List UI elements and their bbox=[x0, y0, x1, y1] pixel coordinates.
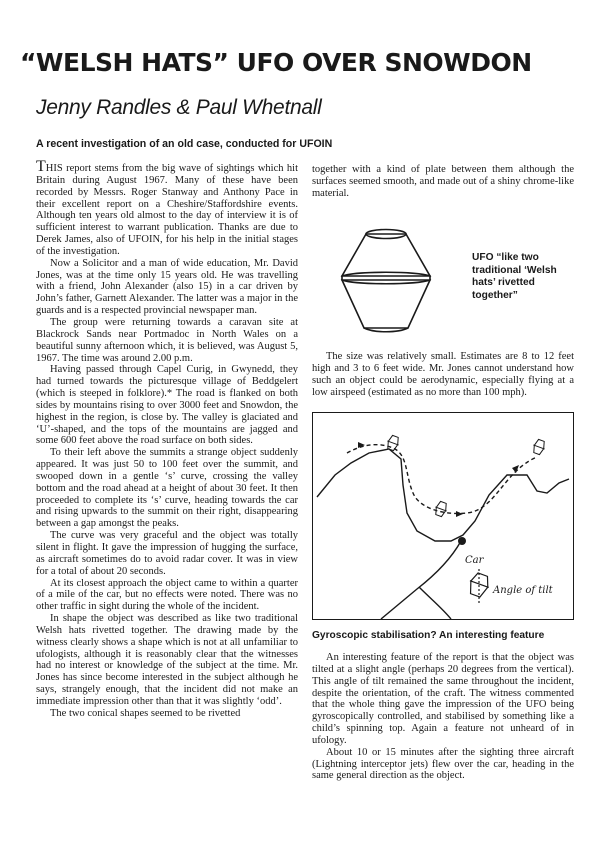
paragraph-9: The two conical shapes seemed to be rivetted bbox=[50, 707, 241, 719]
car-dot bbox=[458, 537, 466, 545]
map-car-label: Car bbox=[465, 555, 484, 566]
article-title: “WELSH HATS” UFO OVER SNOWDON bbox=[20, 48, 532, 77]
article-authors: Jenny Randles & Paul Whetnall bbox=[36, 96, 322, 119]
ufo-caption: UFO “like two traditional ‘Welsh hats’ rivetted together” bbox=[472, 252, 557, 301]
paragraph-7: At its closest approach the object came to within a quarter of a mile of the car, but no effects were noted. There was no other traffic in sight during the whole of the incident. bbox=[36, 577, 298, 613]
flight-arrows bbox=[358, 442, 519, 517]
road-branch bbox=[419, 587, 451, 619]
paragraph-3: The group were returning towards a caravan site at Blackrock Sands near Portmadoc in North Wales on a beautiful sunny afternoon which, it is believed, was August 5, 1967. The time was around 2.00 p.m. bbox=[36, 316, 298, 364]
arrow-right bbox=[512, 465, 519, 473]
ufo-markers bbox=[385, 434, 547, 517]
paragraph-size: The size was relatively small. Estimates are 8 to 12 feet high and 3 to 6 feet wide. Mr. Jones cannot understand how such an object could be aerodynamic, especially flying at a low airspeed (estimated as no more than 100 mph). bbox=[312, 351, 574, 398]
mountain-skyline bbox=[317, 449, 569, 541]
paragraph-6: The curve was very graceful and the object was totally silent in flight. It gave the impression of hugging the surface, as aircraft sometimes do to avoid radar cover. It was in view for a total of about 20 seconds. bbox=[36, 530, 298, 577]
drop-cap: T bbox=[36, 158, 46, 175]
article-standfirst: A recent investigation of an old case, conducted for UFOIN bbox=[36, 138, 333, 150]
paragraph-1-text: HIS report stems from the big wave of sightings which hit Britain during August 1967. Many of these have been recorded by Messrs. Roger Stanway and Anthony Pace in their excellent report on a Cheshire/Staffordshire events. Although ten years old almost to the day of interview it is of sufficient interest to warrant publication. Thanks are due to Derek James, also of UFOIN, for his help in the initial stages of the investigation. bbox=[36, 163, 298, 257]
ufo-marker-2 bbox=[433, 500, 449, 517]
ufo-bottom-cone bbox=[342, 280, 430, 328]
right-column-gyro bbox=[312, 652, 574, 782]
flight-path-dashes bbox=[347, 445, 537, 514]
road bbox=[381, 541, 461, 619]
paragraph-gyro-1: An interesting feature of the report is that the object was tilted at a slight angle (perhaps 20 degrees from the vertical). This angle of tilt remained the same throughout the incident, despite the orientation, of the craft. The witness commented that the whole thing gave the impression of the UFO being gyroscopically controlled, and stabilised by something like a child’s spinning top. Again a feature not unheard of in ufology. bbox=[312, 652, 574, 746]
paragraph-gyro-2: About 10 or 15 minutes after the sighting three aircraft (Lightning interceptor jets) flew over the car, heading in the same general direction as the object. bbox=[312, 746, 574, 782]
flight-path-map bbox=[312, 412, 574, 620]
gyro-section-heading: Gyroscopic stabilisation? An interesting feature bbox=[312, 630, 545, 641]
right-column-size bbox=[312, 351, 574, 398]
tilt-diagram bbox=[466, 569, 492, 603]
ufo-middle-band bbox=[342, 272, 430, 284]
map-tilt-label: Angle of tilt bbox=[493, 585, 553, 596]
paragraph-continuation: together with a kind of plate between them although the surfaces seemed smooth, and made out of a shiny chrome-like material. bbox=[312, 164, 574, 199]
right-column-continuation bbox=[312, 164, 574, 200]
paragraph-4: Having passed through Capel Curig, in Gwynedd, they had turned towards the picturesque village of Beddgelert (which is steeped in folklore).* The road is flanked on both sides by mountains rising to over 3000 feet and Snowdon, the highest in the region, is close by. The valley is glaciated and ‘U’-shaped, and the tops of the mountains are jagged and some 600 feet above the road surface on both sides. bbox=[36, 364, 298, 447]
paragraph-8: In shape the object was described as like two traditional Welsh hats rivetted together. The drawing made by the witness clearly shows a shape which is not at all unfamiliar to ufologists, although it is reasonably clear that the witnesses had no interest or knowledge of the subject at the time. Mr. Jones has since become interested in the subject although he says, strangely enough, that the incident did not make an immediate impression other than that it was slightly ‘odd’. bbox=[36, 613, 298, 707]
paragraph-5: To their left above the summits a strange object suddenly appeared. It was just 50 to 100 feet over the summit, and swooped down in a gentle ‘s’ curve, crossing the valley bottom and the road ahead at a height of about 30 feet. It then proceeded to complete its ‘s’ curve, heading towards the car and rising upwards to the summit on their right, disappearing between a gap amongst the peaks. bbox=[36, 447, 298, 530]
ufo-top-cone bbox=[342, 234, 430, 276]
ufo-drawing bbox=[316, 214, 456, 342]
paragraph-1 bbox=[36, 158, 298, 258]
paragraph-2: Now a Solicitor and a man of wide education, Mr. David Jones, was at the time only 15 years old. He was travelling with a friend, John Alexander (also 15) in a car driven by John’s father, Garnett Alexander. The latter was a major in the guards and is a respected provincial newspaper man. bbox=[36, 257, 298, 317]
arrow-middle bbox=[456, 511, 463, 517]
left-column bbox=[36, 158, 298, 720]
ufo-marker-3 bbox=[531, 438, 547, 455]
